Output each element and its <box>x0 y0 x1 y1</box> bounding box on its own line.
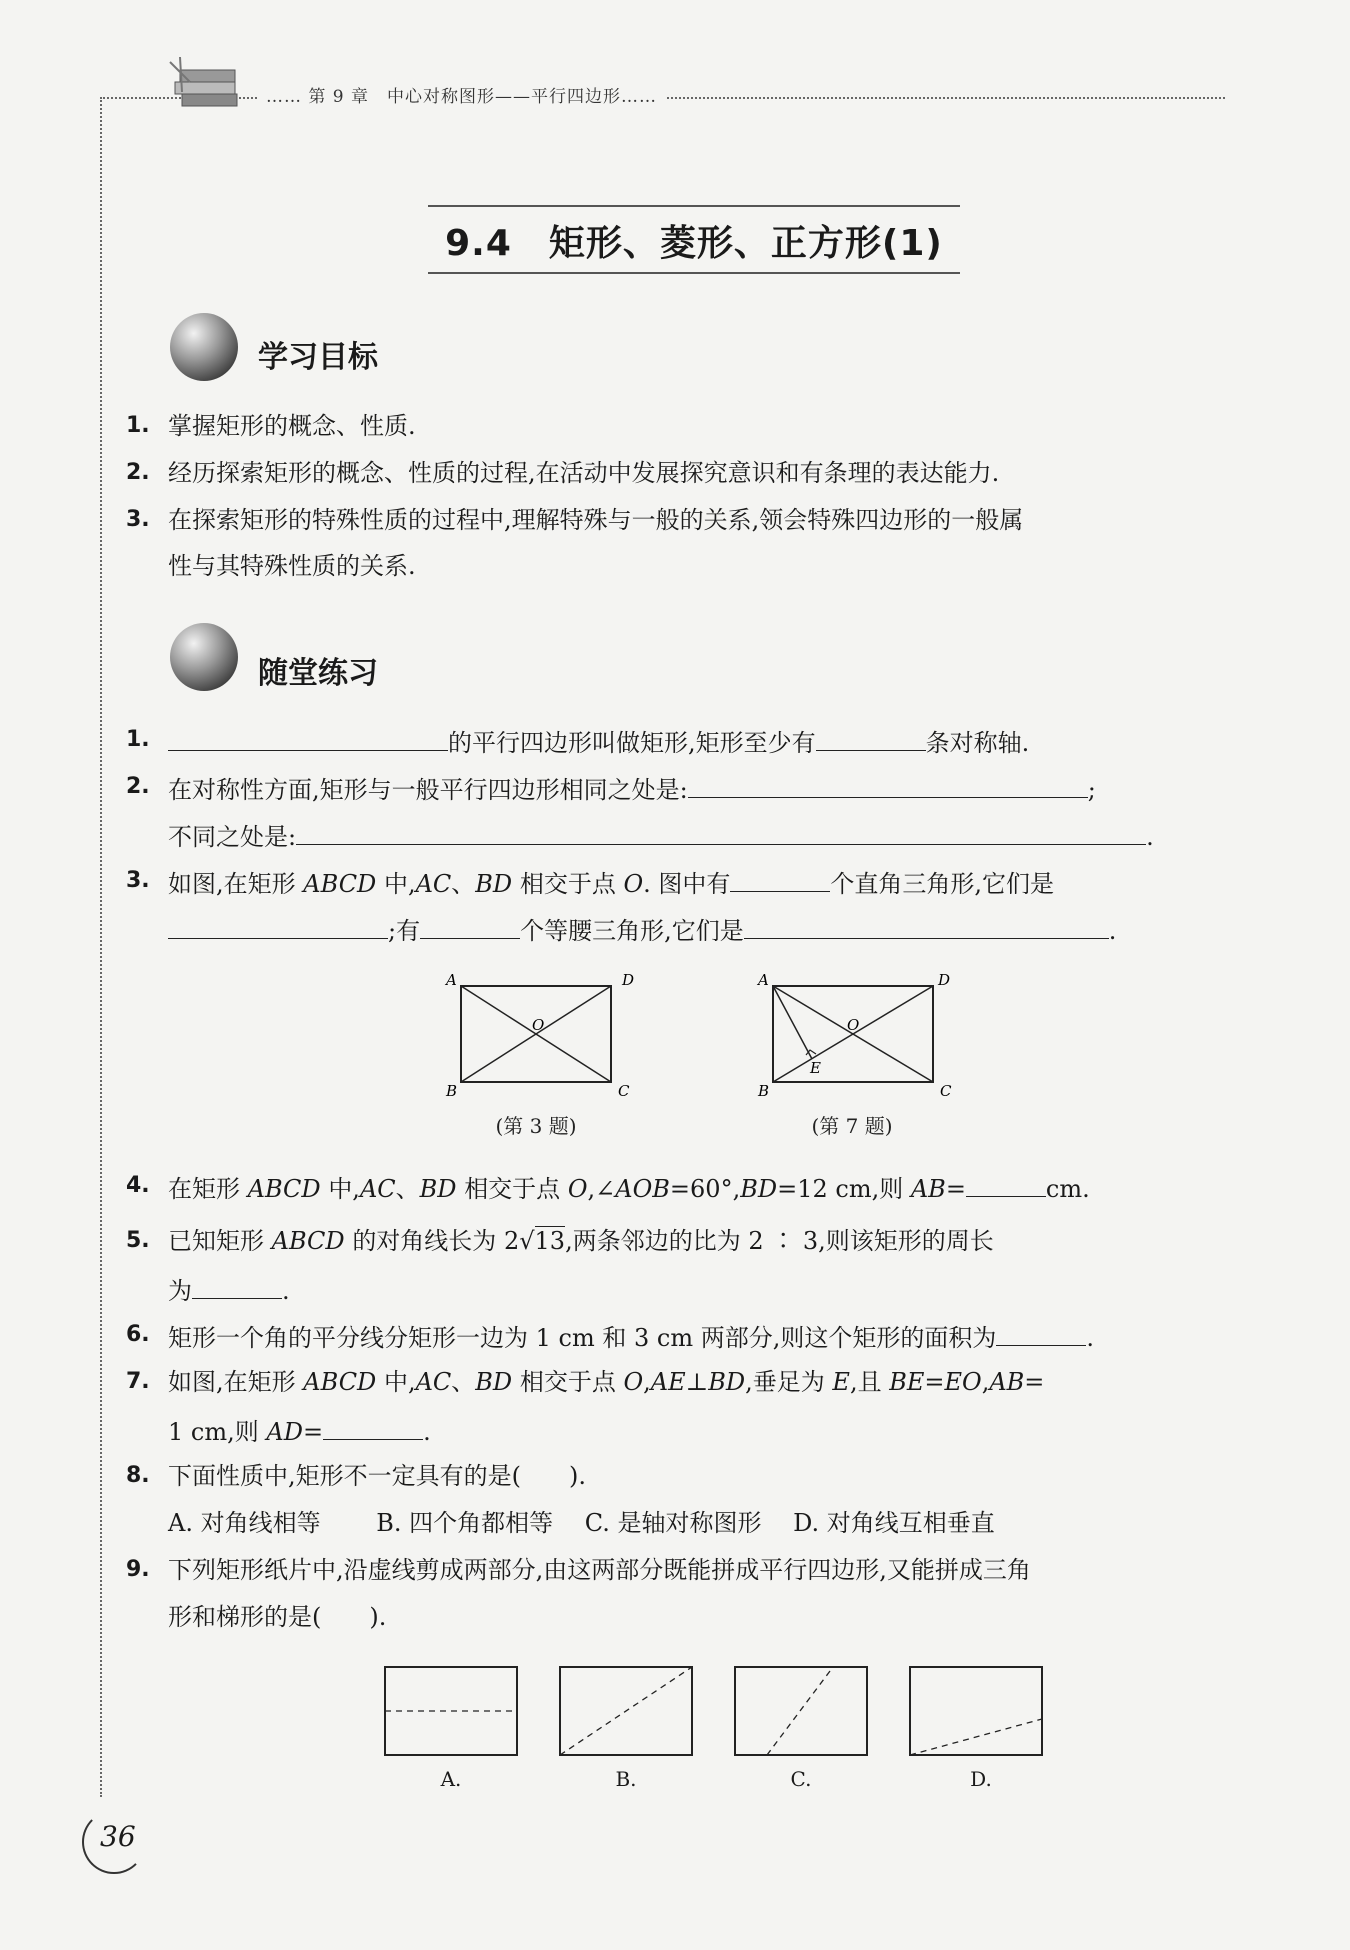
math-var: ABCD <box>271 1227 345 1255</box>
vertex-label-c: C <box>940 1082 952 1100</box>
page-number: 36 <box>100 1820 136 1853</box>
figure-9-option-a[interactable] <box>383 1665 519 1757</box>
vertex-label-d: D <box>622 971 635 989</box>
question-2 <box>126 771 1096 806</box>
question-text: 在矩形 <box>168 1175 240 1203</box>
question-text: 为 <box>168 1277 192 1305</box>
question-text: . <box>282 1277 290 1305</box>
question-text: 已知矩形 <box>168 1227 264 1255</box>
question-3-cont <box>168 912 1116 947</box>
question-text: 相交于点 <box>519 1368 616 1396</box>
option-label-a: A. <box>440 1767 462 1791</box>
question-text: 如图,在矩形 <box>168 1368 296 1396</box>
question-9-cont <box>168 1601 386 1633</box>
question-8-options <box>168 1507 995 1539</box>
math-var: ABCD <box>247 1175 321 1203</box>
goal-item-2 <box>126 457 1000 489</box>
running-header: …… 第 9 章 中心对称图形——平行四边形…… <box>258 82 665 107</box>
question-text: 的平行四边形叫做矩形,矩形至少有 <box>448 729 816 757</box>
question-text: = <box>945 1175 966 1203</box>
question-num: 9. <box>126 1557 150 1582</box>
question-text: ; <box>1087 776 1096 804</box>
side-dotted-line <box>100 97 102 1797</box>
question-text: 不同之处是: <box>168 823 297 851</box>
goal-item-1 <box>126 410 416 442</box>
title-box <box>428 205 960 274</box>
question-text: 、 <box>451 870 476 898</box>
answer-blank[interactable] <box>730 865 830 892</box>
question-text: 相交于点 <box>519 870 616 898</box>
question-text: 在对称性方面,矩形与一般平行四边形相同之处是: <box>168 776 688 804</box>
math-var: ABCD <box>303 1368 377 1396</box>
question-7 <box>126 1366 1045 1398</box>
figure-7-caption: (第 7 题) <box>811 1114 893 1138</box>
goal-text: 经历探索矩形的概念、性质的过程,在活动中发展探究意识和有条理的表达能力. <box>168 459 1000 487</box>
answer-blank[interactable] <box>996 1319 1086 1346</box>
math-var: O <box>567 1175 588 1203</box>
question-text: 个等腰三角形,它们是 <box>520 917 744 945</box>
question-9 <box>126 1554 1031 1586</box>
question-4 <box>126 1170 1090 1205</box>
goal-num: 3. <box>126 507 150 532</box>
question-text: 形和梯形的是( ). <box>168 1603 387 1631</box>
vertex-label-c: C <box>618 1082 630 1100</box>
answer-blank[interactable] <box>168 724 448 751</box>
question-text: , <box>981 1368 990 1396</box>
section-title-practice: 随堂练习 <box>258 656 378 691</box>
question-text: 下面性质中,矩形不一定具有的是( ). <box>168 1462 586 1490</box>
answer-blank[interactable] <box>816 724 926 751</box>
globe-icon <box>170 313 238 381</box>
answer-blank[interactable] <box>168 912 388 939</box>
question-text: 1 cm,则 <box>168 1418 259 1446</box>
question-text: ,∠ <box>587 1175 616 1203</box>
question-text: 中, <box>328 1175 360 1203</box>
question-text: 相交于点 <box>464 1175 561 1203</box>
question-text: . <box>1108 917 1117 945</box>
question-text: =12 cm,则 <box>777 1175 904 1203</box>
vertex-label-o: O <box>532 1016 545 1034</box>
math-var: AC <box>359 1175 396 1203</box>
option-label-c: C. <box>790 1767 812 1791</box>
vertex-label-e: E <box>810 1059 821 1077</box>
question-num: 3. <box>126 868 150 893</box>
vertex-label-b: B <box>446 1082 458 1100</box>
question-1 <box>126 724 1030 759</box>
question-num: 8. <box>126 1463 150 1488</box>
question-text: ;有 <box>388 917 421 945</box>
sqrt-symbol: √ <box>519 1227 535 1255</box>
option-label-b: B. <box>615 1767 637 1791</box>
question-text: . <box>1086 1324 1094 1352</box>
math-var: AB <box>989 1368 1025 1396</box>
vertex-label-d: D <box>938 971 951 989</box>
question-num: 7. <box>126 1369 150 1394</box>
answer-blank[interactable] <box>688 771 1088 798</box>
question-text: 、 <box>451 1368 476 1396</box>
math-var: BE <box>889 1368 925 1396</box>
math-var: AE <box>650 1368 686 1396</box>
question-num: 5. <box>126 1228 150 1253</box>
question-5-cont <box>168 1272 290 1307</box>
page-title: 9.4 矩形、菱形、正方形(1) <box>445 223 943 264</box>
math-var: BD <box>475 1368 513 1396</box>
answer-blank[interactable] <box>323 1413 423 1440</box>
math-var: ABCD <box>303 870 377 898</box>
math-var: BD <box>419 1175 457 1203</box>
figure-9-option-d[interactable] <box>908 1665 1044 1757</box>
math-var: O <box>623 870 644 898</box>
choice-options[interactable]: A. 对角线相等 B. 四个角都相等 C. 是轴对称图形 D. 对角线互相垂直 <box>168 1509 995 1537</box>
vertex-label-a: A <box>446 971 457 989</box>
question-text: ,垂足为 <box>745 1368 825 1396</box>
answer-blank[interactable] <box>966 1170 1046 1197</box>
question-text: 如图,在矩形 <box>168 870 296 898</box>
goal-text: 性与其特殊性质的关系. <box>168 552 416 580</box>
question-5 <box>126 1225 994 1257</box>
goal-item-3 <box>126 504 1024 536</box>
goal-text: 在探索矩形的特殊性质的过程中,理解特殊与一般的关系,领会特殊四边形的一般属 <box>168 506 1024 534</box>
question-3 <box>126 865 1055 900</box>
section-title-goals: 学习目标 <box>258 340 378 375</box>
goal-num: 2. <box>126 460 150 485</box>
globe-icon <box>170 623 238 691</box>
goal-item-3-cont <box>168 550 416 582</box>
figure-3-caption: (第 3 题) <box>495 1114 577 1138</box>
question-text: . 图中有 <box>643 870 731 898</box>
question-6 <box>126 1319 1094 1354</box>
sqrt-radicand: 13 <box>534 1227 566 1255</box>
question-2-cont <box>168 818 1154 853</box>
answer-blank[interactable] <box>744 912 1109 939</box>
option-label-d: D. <box>970 1767 992 1791</box>
question-text: 中, <box>383 1368 416 1396</box>
question-text: ⊥ <box>685 1368 709 1396</box>
question-num: 1. <box>126 727 150 752</box>
question-text: 矩形一个角的平分线分矩形一边为 1 cm 和 3 cm 两部分,则这个矩形的面积为 <box>168 1324 997 1352</box>
question-text: 中, <box>383 870 416 898</box>
math-var: AC <box>415 1368 452 1396</box>
math-var: AB <box>910 1175 946 1203</box>
question-num: 6. <box>126 1322 150 1347</box>
question-text: = <box>1024 1368 1045 1396</box>
math-var: BD <box>708 1368 746 1396</box>
answer-blank[interactable] <box>296 818 1146 845</box>
question-text: . <box>423 1418 431 1446</box>
question-text: ,且 <box>849 1368 882 1396</box>
question-text: . <box>1146 823 1154 851</box>
math-var: AC <box>415 870 452 898</box>
figure-9-option-c[interactable] <box>733 1665 869 1757</box>
question-text: = <box>302 1418 324 1446</box>
vertex-label-b: B <box>758 1082 770 1100</box>
question-text: 条对称轴. <box>925 729 1030 757</box>
question-text: ,两条邻边的比为 2 ∶ 3,则该矩形的周长 <box>565 1227 994 1255</box>
question-text: =60°, <box>669 1175 741 1203</box>
question-text: 的对角线长为 2 <box>352 1227 520 1255</box>
answer-blank[interactable] <box>420 912 520 939</box>
question-text: = <box>924 1368 945 1396</box>
math-var: BD <box>475 870 513 898</box>
answer-blank[interactable] <box>192 1272 282 1299</box>
goal-num: 1. <box>126 413 150 438</box>
math-var: EO <box>944 1368 982 1396</box>
figure-7-rectangle <box>752 970 962 1100</box>
figure-9-option-b[interactable] <box>558 1665 694 1757</box>
math-var: O <box>623 1368 644 1396</box>
header-books-icon <box>160 52 250 112</box>
question-text: 、 <box>395 1175 420 1203</box>
question-num: 4. <box>126 1173 150 1198</box>
math-var: AOB <box>615 1175 670 1203</box>
math-var: E <box>832 1368 850 1396</box>
question-8 <box>126 1460 586 1492</box>
question-text: cm. <box>1045 1175 1090 1203</box>
question-text: 个直角三角形,它们是 <box>830 870 1055 898</box>
math-var: AD <box>266 1418 303 1446</box>
question-text: , <box>643 1368 651 1396</box>
goal-text: 掌握矩形的概念、性质. <box>168 412 416 440</box>
vertex-label-o: O <box>847 1016 860 1034</box>
vertex-label-a: A <box>758 971 769 989</box>
figure-3-rectangle <box>440 970 650 1100</box>
question-7-cont <box>168 1413 431 1448</box>
math-var: BD <box>740 1175 778 1203</box>
question-text: 下列矩形纸片中,沿虚线剪成两部分,由这两部分既能拼成平行四边形,又能拼成三角 <box>168 1556 1031 1584</box>
question-num: 2. <box>126 774 150 799</box>
